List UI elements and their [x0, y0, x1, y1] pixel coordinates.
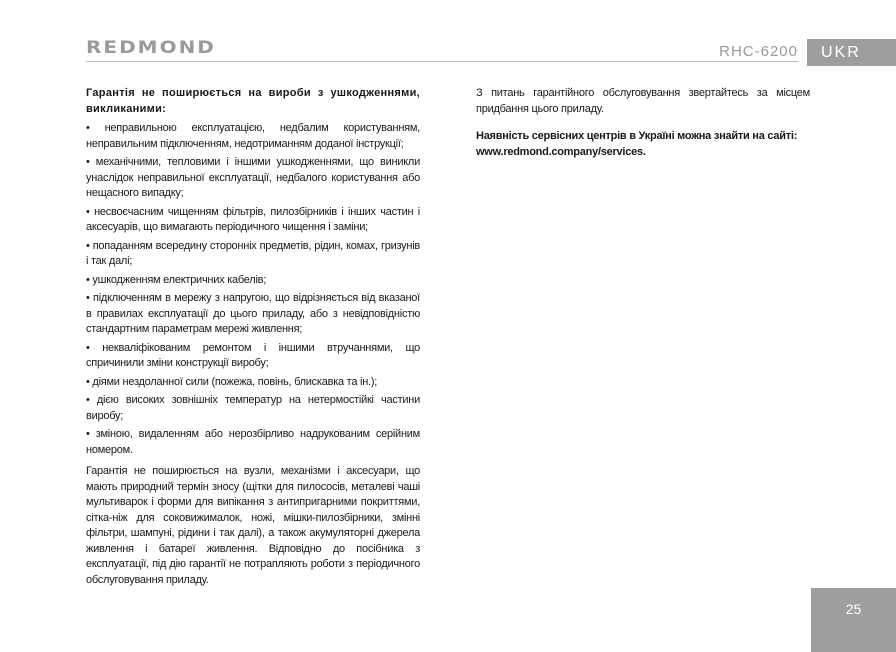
warranty-exclusions-heading: Гарантія не поширюється на вироби з ушкодженнями, викликаними: — [86, 87, 420, 115]
service-centers-heading: Наявність сервісних центрів в Україні можна знайти на сайті: — [476, 130, 798, 142]
service-url-link[interactable]: www.redmond.company/services. — [476, 145, 646, 158]
brand-logo: REDMOND — [86, 37, 216, 58]
list-item: • попаданням всередину сторонніх предметів, рідин, комах, гризунів і так далі; — [86, 239, 420, 270]
list-item: • ушкодженням електричних кабелів; — [86, 273, 420, 289]
list-item: • неправильною експлуатацією, недбалим користуванням, неправильним підключенням, недотриманням доданої інструкції; — [86, 121, 420, 152]
service-centers-block — [476, 129, 810, 160]
list-item: • зміною, видаленням або нерозбірливо надрукованим серійним номером. — [86, 427, 420, 458]
right-column — [476, 86, 810, 160]
list-item: • дією високих зовнішніх температур на нетермостійкі частини виробу; — [86, 393, 420, 424]
language-tab: UKR — [807, 39, 896, 66]
page-number: 25 — [811, 588, 896, 652]
list-item: • діями нездоланної сили (пожежа, повінь, блискавка та ін.); — [86, 375, 420, 391]
left-column — [86, 86, 420, 588]
list-item: • підключенням в мережу з напругою, що відрізняється від вказаної в правилах експлуатації до цього приладу, або з невідповідністю стандартним параметрам мережі живлення; — [86, 291, 420, 338]
model-number: RHC-6200 — [719, 43, 798, 60]
wear-parts-paragraph: Гарантія не поширюється на вузли, механізми і аксесуари, що мають природний термін зносу (щітки для пилососів, металеві чаші мультиварок і форми для випікання з антипригарними покриттями, сітка-ніж для соковижималок, ножі, мішки-пилозбірники, змінні фільтри, шампуні, рідини і так далі), а також акумуляторні джерела живлення і батареї живлення. Відповідно до посібника з експлуатації, під дію гарантії не потрапляють роботи з періодичного обслуговування приладу. — [86, 465, 420, 586]
list-item: • механічними, тепловими і іншими ушкодженнями, що виникли унаслідок неправильної експлуатації, недбалого користування або нещасного випадку; — [86, 155, 420, 202]
header-divider — [86, 61, 798, 62]
service-contact-paragraph: З питань гарантійного обслуговування звертайтесь за місцем придбання цього приладу. — [476, 87, 810, 115]
list-item: • некваліфікованим ремонтом і іншими втручаннями, що спричинили зміни конструкції виробу; — [86, 341, 420, 372]
list-item: • несвоєчасним чищенням фільтрів, пилозбірників і інших частин і аксесуарів, що вимагають періодичного чищення і заміни; — [86, 205, 420, 236]
